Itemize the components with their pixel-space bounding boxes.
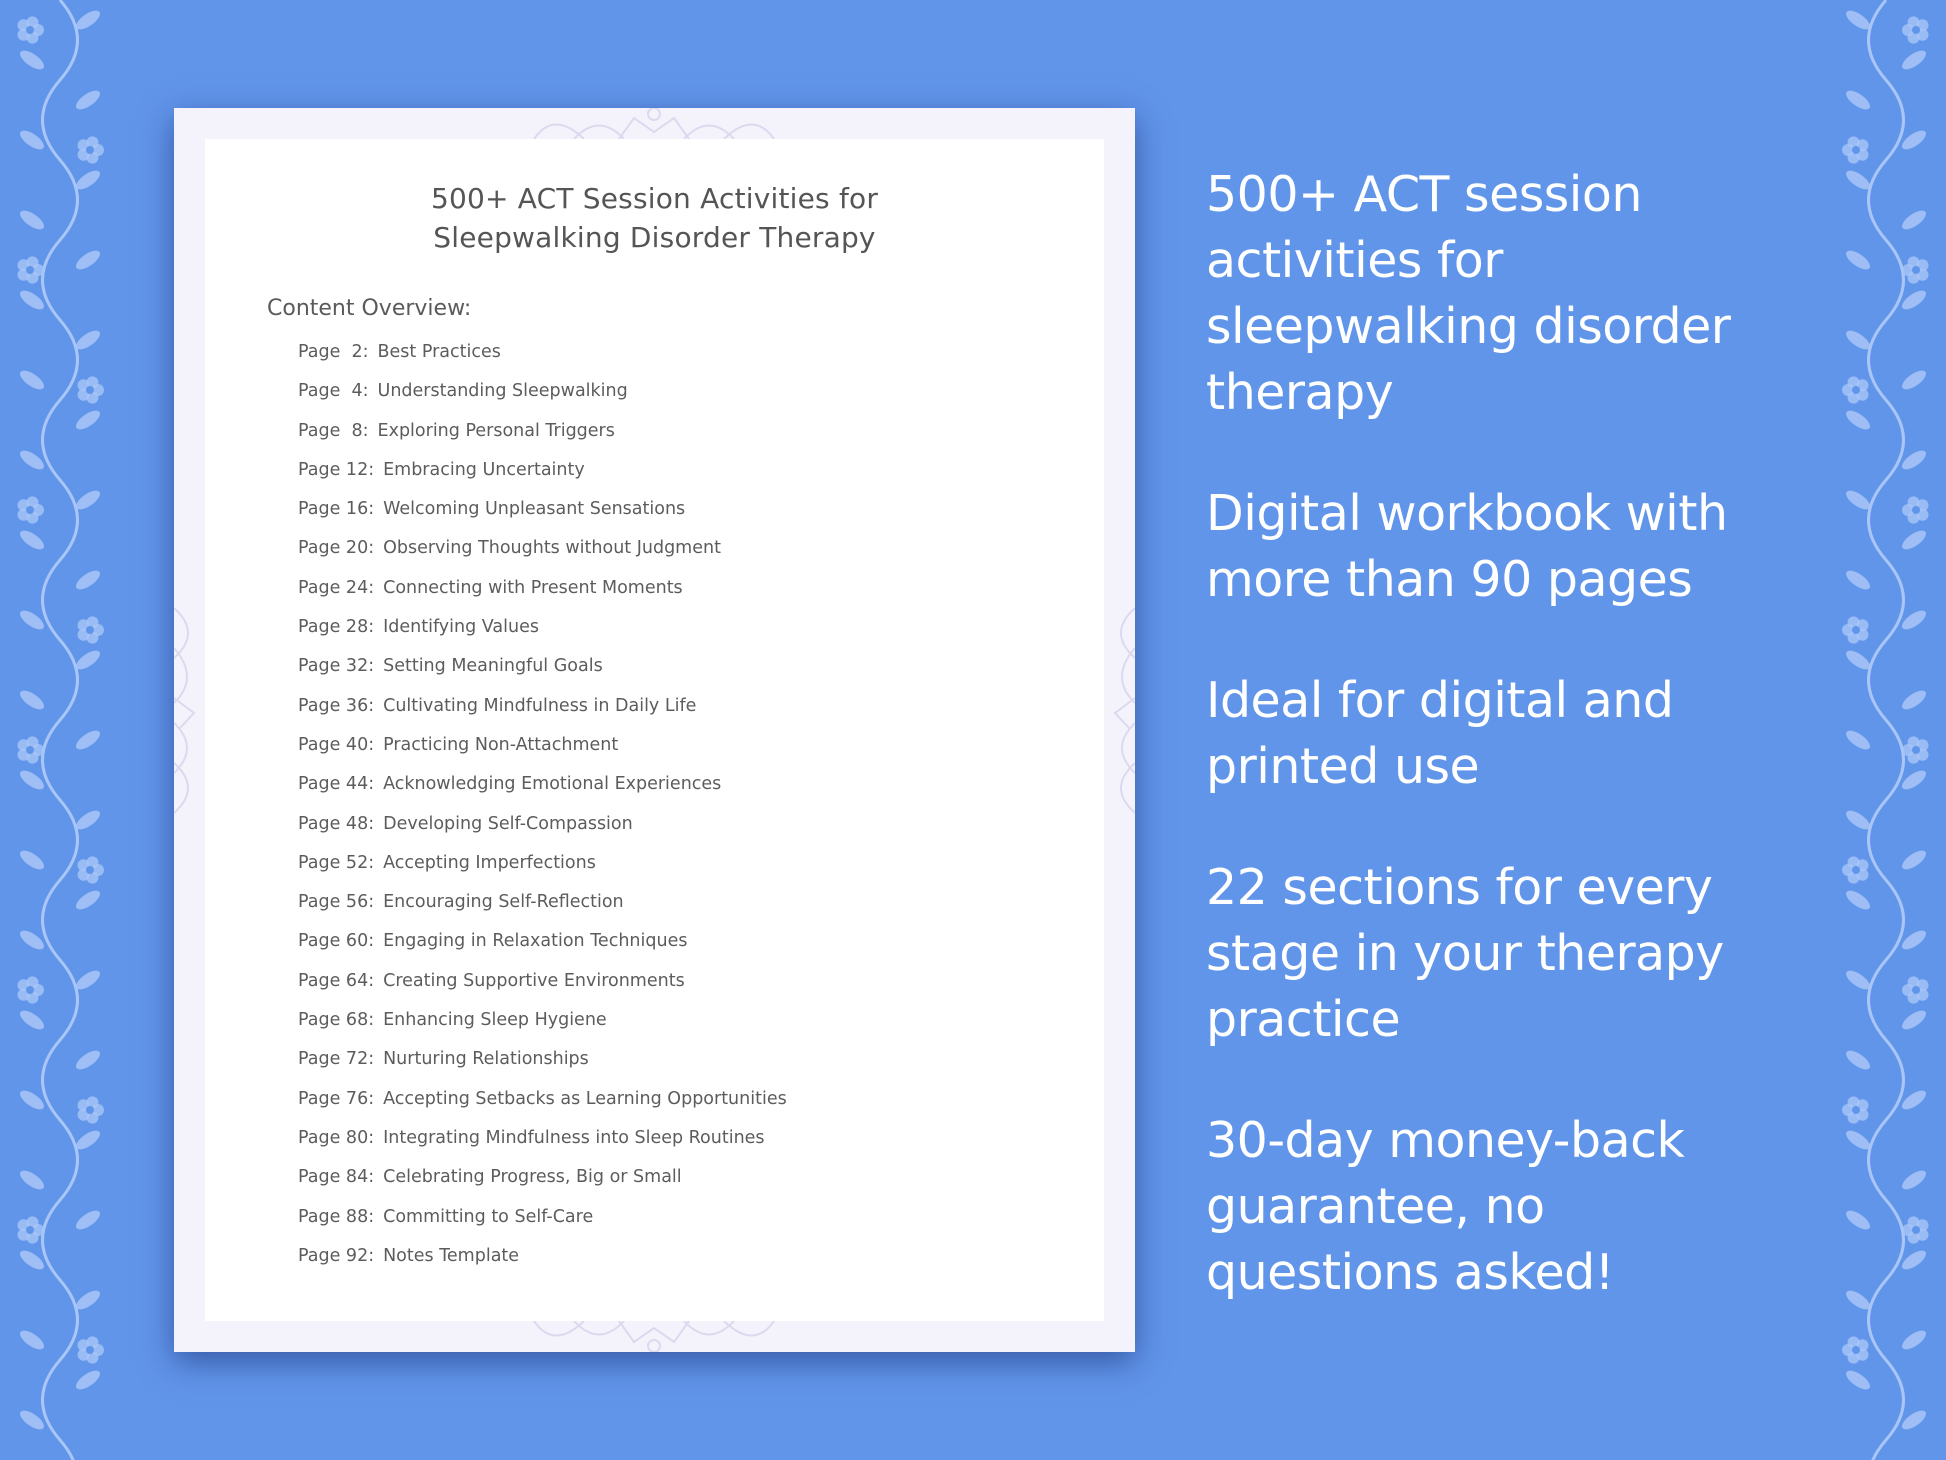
- toc-page-number: Page 28:: [298, 617, 375, 638]
- feature-list: [1206, 162, 1786, 1361]
- toc-item: [298, 538, 787, 577]
- toc-item: [298, 381, 787, 420]
- toc-item: [298, 1089, 787, 1128]
- toc-page-number: Page 16:: [298, 499, 375, 520]
- toc-section-title: Nurturing Relationships: [383, 1049, 589, 1070]
- toc-section-title: Celebrating Progress, Big or Small: [383, 1167, 682, 1188]
- toc-page-number: Page 56:: [298, 892, 375, 913]
- toc-section-title: Observing Thoughts without Judgment: [383, 538, 721, 559]
- toc-item: [298, 421, 787, 460]
- toc-item: [298, 696, 787, 735]
- toc-section-title: Understanding Sleepwalking: [377, 381, 628, 402]
- toc-section-title: Developing Self-Compassion: [383, 813, 633, 834]
- toc-page-number: Page 40:: [298, 734, 375, 755]
- toc-page-number: Page 92:: [298, 1245, 375, 1266]
- feature-line: stage in your therapy: [1206, 925, 1724, 982]
- toc-item: [298, 931, 787, 970]
- toc-item: [298, 1010, 787, 1049]
- toc-page-number: Page 48:: [298, 813, 375, 834]
- feature-text: [1206, 668, 1786, 800]
- toc-section-title: Accepting Setbacks as Learning Opportunities: [383, 1088, 787, 1109]
- toc-item: [298, 971, 787, 1010]
- feature-line: 30-day money-back: [1206, 1112, 1685, 1169]
- feature-line: sleepwalking disorder: [1206, 298, 1731, 355]
- toc-section-title: Engaging in Relaxation Techniques: [383, 931, 688, 952]
- toc-page-number: Page 44:: [298, 774, 375, 795]
- toc-item: [298, 499, 787, 538]
- toc-section-title: Embracing Uncertainty: [383, 459, 585, 480]
- toc-item: [298, 774, 787, 813]
- toc-section-title: Practicing Non-Attachment: [383, 734, 619, 755]
- toc-item: [298, 892, 787, 931]
- toc-page-number: Page 36:: [298, 695, 375, 716]
- feature-line: more than 90 pages: [1206, 551, 1693, 608]
- floral-vine-right-icon: [1796, 0, 1946, 1460]
- feature-line: 22 sections for every: [1206, 859, 1713, 916]
- toc-page-number: Page 76:: [298, 1088, 375, 1109]
- floral-vine-left-icon: [0, 0, 150, 1460]
- feature-line: Ideal for digital and: [1206, 672, 1674, 729]
- feature-line: guarantee, no: [1206, 1178, 1545, 1235]
- content-overview-label: Content Overview:: [267, 296, 472, 321]
- page-content: [205, 139, 1104, 1321]
- document-title-line-1: 500+ ACT Session Activities for: [430, 182, 879, 215]
- toc-page-number: Page 60:: [298, 931, 375, 952]
- feature-line: 500+ ACT session: [1206, 166, 1642, 223]
- toc-page-number: Page 12:: [298, 459, 375, 480]
- toc-item: [298, 1049, 787, 1088]
- toc-page-number: Page 2:: [298, 342, 369, 362]
- toc-page-number: Page 68:: [298, 1010, 375, 1031]
- toc-section-title: Identifying Values: [383, 617, 539, 638]
- toc-item: [298, 735, 787, 774]
- toc-page-number: Page 72:: [298, 1049, 375, 1070]
- feature-line: Digital workbook with: [1206, 485, 1728, 542]
- toc-page-number: Page 4:: [298, 381, 369, 402]
- toc-section-title: Exploring Personal Triggers: [377, 420, 615, 441]
- feature-line: questions asked!: [1206, 1244, 1614, 1301]
- mandala-bottom-icon: [514, 1321, 794, 1352]
- toc-page-number: Page 64:: [298, 970, 375, 991]
- toc-item: [298, 578, 787, 617]
- toc-item: [298, 342, 787, 381]
- toc-section-title: Enhancing Sleep Hygiene: [383, 1010, 607, 1031]
- toc-section-title: Connecting with Present Moments: [383, 577, 683, 598]
- feature-text: [1206, 855, 1786, 1053]
- mandala-top-icon: [514, 108, 794, 139]
- toc-item: [298, 814, 787, 853]
- toc-page-number: Page 8:: [298, 420, 369, 441]
- toc-item: [298, 1167, 787, 1206]
- toc-item: [298, 1246, 787, 1285]
- toc-section-title: Setting Meaningful Goals: [383, 656, 603, 677]
- toc-item: [298, 656, 787, 695]
- toc-page-number: Page 24:: [298, 577, 375, 598]
- toc-section-title: Cultivating Mindfulness in Daily Life: [383, 695, 697, 716]
- toc-section-title: Integrating Mindfulness into Sleep Routines: [383, 1127, 765, 1148]
- feature-text: [1206, 162, 1786, 426]
- toc-section-title: Committing to Self-Care: [383, 1206, 594, 1227]
- workbook-page-preview: [174, 108, 1135, 1352]
- toc-section-title: Accepting Imperfections: [383, 852, 596, 873]
- feature-line: therapy: [1206, 364, 1394, 421]
- toc-section-title: Encouraging Self-Reflection: [383, 892, 624, 913]
- table-of-contents: [298, 342, 787, 1285]
- toc-page-number: Page 20:: [298, 538, 375, 559]
- toc-item: [298, 1207, 787, 1246]
- toc-section-title: Welcoming Unpleasant Sensations: [383, 499, 686, 520]
- document-title-line-2: Sleepwalking Disorder Therapy: [433, 221, 876, 254]
- toc-page-number: Page 88:: [298, 1206, 375, 1227]
- toc-section-title: Best Practices: [377, 342, 501, 362]
- toc-item: [298, 853, 787, 892]
- toc-item: [298, 460, 787, 499]
- feature-text: [1206, 1108, 1786, 1306]
- mandala-right-icon: [1104, 588, 1135, 828]
- feature-line: printed use: [1206, 738, 1480, 795]
- toc-section-title: Acknowledging Emotional Experiences: [383, 774, 722, 795]
- toc-page-number: Page 52:: [298, 852, 375, 873]
- toc-page-number: Page 80:: [298, 1127, 375, 1148]
- toc-item: [298, 1128, 787, 1167]
- toc-page-number: Page 84:: [298, 1167, 375, 1188]
- toc-section-title: Creating Supportive Environments: [383, 970, 685, 991]
- toc-page-number: Page 32:: [298, 656, 375, 677]
- feature-line: practice: [1206, 991, 1401, 1048]
- feature-line: activities for: [1206, 232, 1503, 289]
- feature-text: [1206, 481, 1786, 613]
- toc-section-title: Notes Template: [383, 1245, 520, 1266]
- toc-item: [298, 617, 787, 656]
- mandala-left-icon: [174, 588, 205, 828]
